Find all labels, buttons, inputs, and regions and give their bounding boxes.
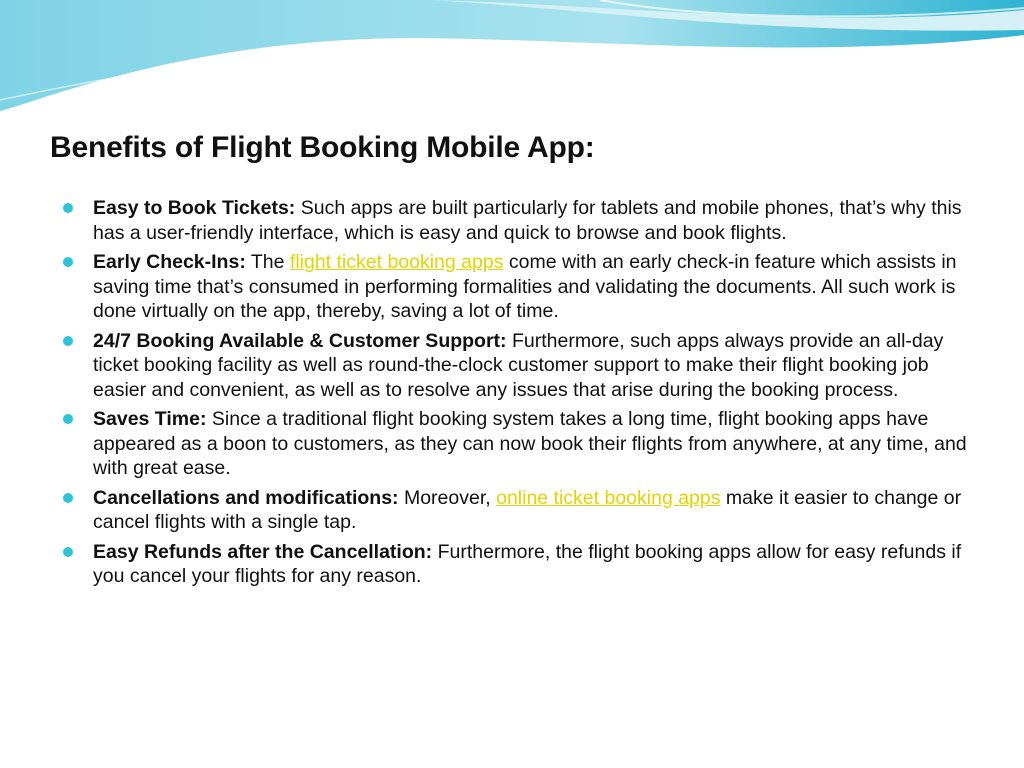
bullet-item-easy-refunds: [63, 540, 973, 589]
bullet-heading: Early Check-Ins:: [93, 251, 246, 273]
slide-title: Benefits of Flight Booking Mobile App:: [50, 131, 595, 164]
bullet-text: Furthermore, such apps always provide an all-day ticket booking facility as well as round-the-clock customer support to make their flight booking job easier and convenient, as well as to resolve any issues that arise during the booking process.: [93, 329, 944, 401]
bullet-heading: Easy Refunds after the Cancellation:: [93, 540, 433, 563]
bullet-item-early-check-ins: [63, 250, 973, 324]
bullet-dot-icon: [63, 203, 73, 213]
bullet-dot-icon: [63, 547, 73, 557]
bullet-heading: 24/7 Booking Available & Customer Support:: [93, 329, 507, 352]
bullet-text-after: come with an early check-in feature which assists in saving time that’s consumed in performing formalities and validating the documents. All such work is done virtually on the app, thereby, saving a lot of time.: [93, 251, 957, 322]
bullet-text: Moreover,: [398, 486, 497, 509]
bullet-heading: Cancellations and modifications:: [93, 486, 399, 509]
online-ticket-booking-apps-link[interactable]: online ticket booking apps: [496, 486, 721, 509]
decorative-wave-banner: [0, 0, 1024, 120]
bullet-text: Since a traditional flight booking system takes a long time, flight booking apps have appeared as a boon to customers, as they can now book their flights from anywhere, at any time, and with great ease.: [93, 408, 967, 479]
bullet-dot-icon: [63, 257, 73, 267]
bullet-item-saves-time: [63, 407, 973, 481]
bullet-text: Such apps are built particularly for tablets and mobile phones, that’s why this has a user-friendly interface, which is easy and quick to browse and book flights.: [93, 197, 962, 244]
bullet-text-after: make it easier to change or cancel flights with a single tap.: [93, 486, 962, 533]
bullet-item-booking-support: [63, 329, 973, 403]
bullet-item-easy-to-book: [63, 196, 973, 245]
flight-ticket-booking-apps-link[interactable]: flight ticket booking apps: [289, 251, 504, 273]
bullet-text: Furthermore, the flight booking apps allow for easy refunds if you cancel your flights for any reason.: [93, 540, 962, 587]
bullet-dot-icon: [63, 414, 73, 424]
bullet-heading: Saves Time:: [93, 408, 207, 430]
bullet-heading: Easy to Book Tickets:: [93, 197, 296, 219]
bullet-dot-icon: [63, 336, 73, 346]
bullet-item-cancellations: [63, 486, 973, 535]
bullet-dot-icon: [63, 493, 73, 503]
benefits-list: [63, 196, 973, 594]
bullet-text: The: [245, 251, 290, 273]
